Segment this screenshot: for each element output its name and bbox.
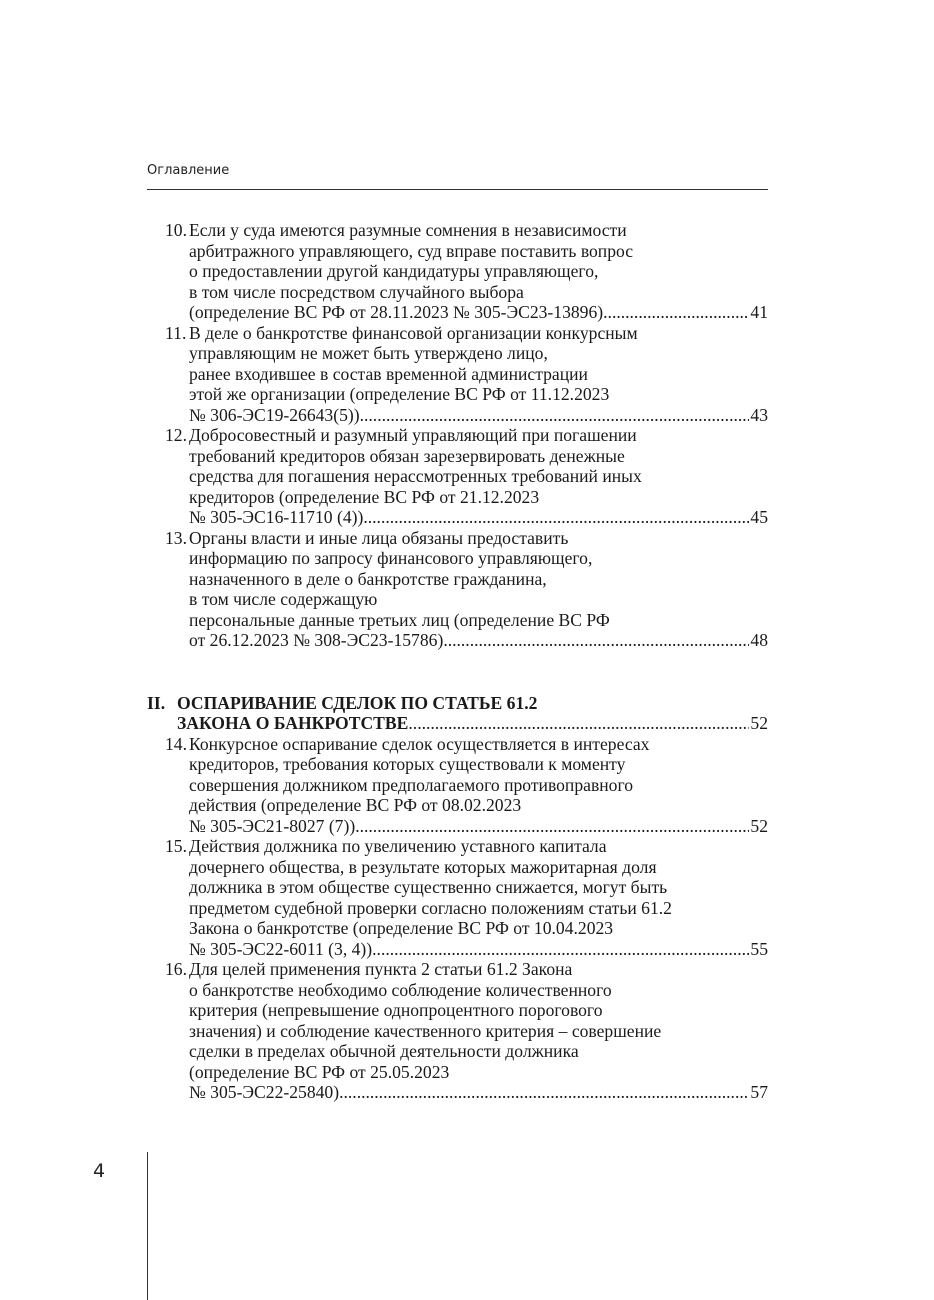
- page-ref: 41: [750, 302, 768, 322]
- dot-leader: [408, 713, 749, 734]
- toc-entry-16[interactable]: [147, 959, 768, 1103]
- entry-line: действия (определение ВС РФ от 08.02.2023: [189, 795, 522, 815]
- entry-line: Конкурсное оспаривание сделок осуществляется в интересах: [189, 733, 650, 754]
- entry-line: о предоставлении другой кандидатуры управляющего,: [189, 261, 599, 281]
- entry-number: 14.: [165, 733, 187, 754]
- dot-leader: [372, 939, 749, 960]
- entry-line: информацию по запросу финансового управляющего,: [189, 548, 593, 568]
- dot-leader: [355, 816, 749, 837]
- entry-number: 12.: [165, 425, 187, 445]
- section-title-line: ЗАКОНА О БАНКРОТСТВЕ: [177, 713, 409, 733]
- entry-line: в том числе содержащую: [189, 589, 378, 609]
- entry-line: управляющим не может быть утверждено лицо,: [189, 343, 548, 363]
- toc-entry-11[interactable]: [147, 323, 768, 426]
- page-ref: 55: [750, 938, 768, 959]
- page-ref: 52: [750, 713, 768, 733]
- entry-line: требований кредиторов обязан зарезервировать денежные: [189, 445, 625, 466]
- entry-line: № 305-ЭС16-11710 (4)): [189, 507, 364, 527]
- entry-line: Органы власти и иные лица обязаны предоставить: [189, 527, 569, 548]
- entry-line: персональные данные третьих лиц (определение ВС РФ: [189, 609, 610, 630]
- entry-line: № 305-ЭС22-6011 (3, 4)): [189, 938, 373, 959]
- dot-leader: [603, 302, 749, 323]
- running-head: Оглавление: [147, 163, 230, 178]
- entry-line: в том числе посредством случайного выбора: [189, 281, 524, 302]
- dot-leader: [443, 630, 749, 651]
- entry-line: назначенного в деле о банкротстве гражданина,: [189, 568, 547, 589]
- entry-line: Действия должника по увеличению уставного капитала: [189, 836, 607, 856]
- dot-leader: [363, 507, 749, 528]
- entry-line: Добросовестный и разумный управляющий при погашении: [189, 425, 637, 445]
- entry-line: арбитражного управляющего, суд вправе поставить вопрос: [189, 240, 634, 261]
- entry-number: 11.: [165, 322, 187, 343]
- section-number: II.: [147, 692, 166, 713]
- entry-line: предметом судебной проверки согласно положениям статьи 61.2: [189, 897, 672, 918]
- entry-number: 16.: [165, 959, 187, 979]
- entry-line: № 306-ЭС19-26643(5)): [189, 404, 360, 425]
- page-number: 4: [93, 1160, 106, 1182]
- entry-line: кредиторов (определение ВС РФ от 21.12.2023: [189, 486, 540, 507]
- entry-line: совершения должником предполагаемого противоправного: [189, 774, 634, 795]
- entry-number: 13.: [165, 527, 187, 548]
- entry-line: средства для погашения нерассмотренных требований иных: [189, 466, 642, 486]
- header-rule: [147, 189, 768, 190]
- entry-line: о банкротстве необходимо соблюдение количественного: [189, 979, 612, 1000]
- toc-section-2[interactable]: [147, 693, 768, 734]
- toc-entry-14[interactable]: [147, 734, 768, 837]
- entry-line: критерия (непревышение однопроцентного порогового: [189, 1000, 603, 1020]
- toc-entry-12[interactable]: [147, 425, 768, 528]
- entry-line: (определение ВС РФ от 25.05.2023: [189, 1061, 450, 1082]
- entry-line: Закона о банкротстве (определение ВС РФ от 10.04.2023: [189, 918, 614, 938]
- entry-line: кредиторов, требования которых существовали к моменту: [189, 754, 626, 774]
- toc-entry-10[interactable]: [147, 220, 768, 323]
- entry-number: 15.: [165, 836, 187, 856]
- entry-line: значения) и соблюдение качественного критерия – совершение: [189, 1020, 662, 1041]
- dot-leader: [339, 1082, 749, 1103]
- margin-rule: [147, 1152, 148, 1300]
- table-of-contents: [147, 220, 768, 1103]
- page-ref: 43: [750, 404, 768, 425]
- entry-number: 10.: [165, 220, 187, 240]
- page-ref: 48: [750, 630, 768, 650]
- entry-line: сделки в пределах обычной деятельности должника: [189, 1041, 579, 1061]
- entry-line: № 305-ЭС21-8027 (7)): [189, 815, 356, 836]
- entry-line: должника в этом обществе существенно снижается, могут быть: [189, 877, 668, 897]
- entry-line: (определение ВС РФ от 28.11.2023 № 305-ЭС23-13896): [189, 302, 604, 322]
- entry-line: № 305-ЭС22-25840): [189, 1082, 340, 1102]
- section-title-line: ОСПАРИВАНИЕ СДЕЛОК ПО СТАТЬЕ 61.2: [177, 692, 538, 713]
- page-ref: 45: [750, 507, 768, 527]
- entry-line: Для целей применения пункта 2 статьи 61.2 Закона: [189, 959, 573, 979]
- entry-line: дочернего общества, в результате которых мажоритарная доля: [189, 856, 657, 877]
- entry-line: Если у суда имеются разумные сомнения в независимости: [189, 220, 627, 240]
- toc-entry-13[interactable]: [147, 528, 768, 651]
- entry-line: ранее входившее в состав временной администрации: [189, 363, 588, 384]
- page-ref: 57: [750, 1082, 768, 1102]
- toc-entry-15[interactable]: [147, 836, 768, 959]
- entry-line: В деле о банкротстве финансовой организации конкурсным: [189, 322, 638, 343]
- entry-line: от 26.12.2023 № 308-ЭС23-15786): [189, 630, 444, 650]
- page-ref: 52: [750, 815, 768, 836]
- entry-line: этой же организации (определение ВС РФ от 11.12.2023: [189, 384, 610, 404]
- dot-leader: [360, 405, 750, 426]
